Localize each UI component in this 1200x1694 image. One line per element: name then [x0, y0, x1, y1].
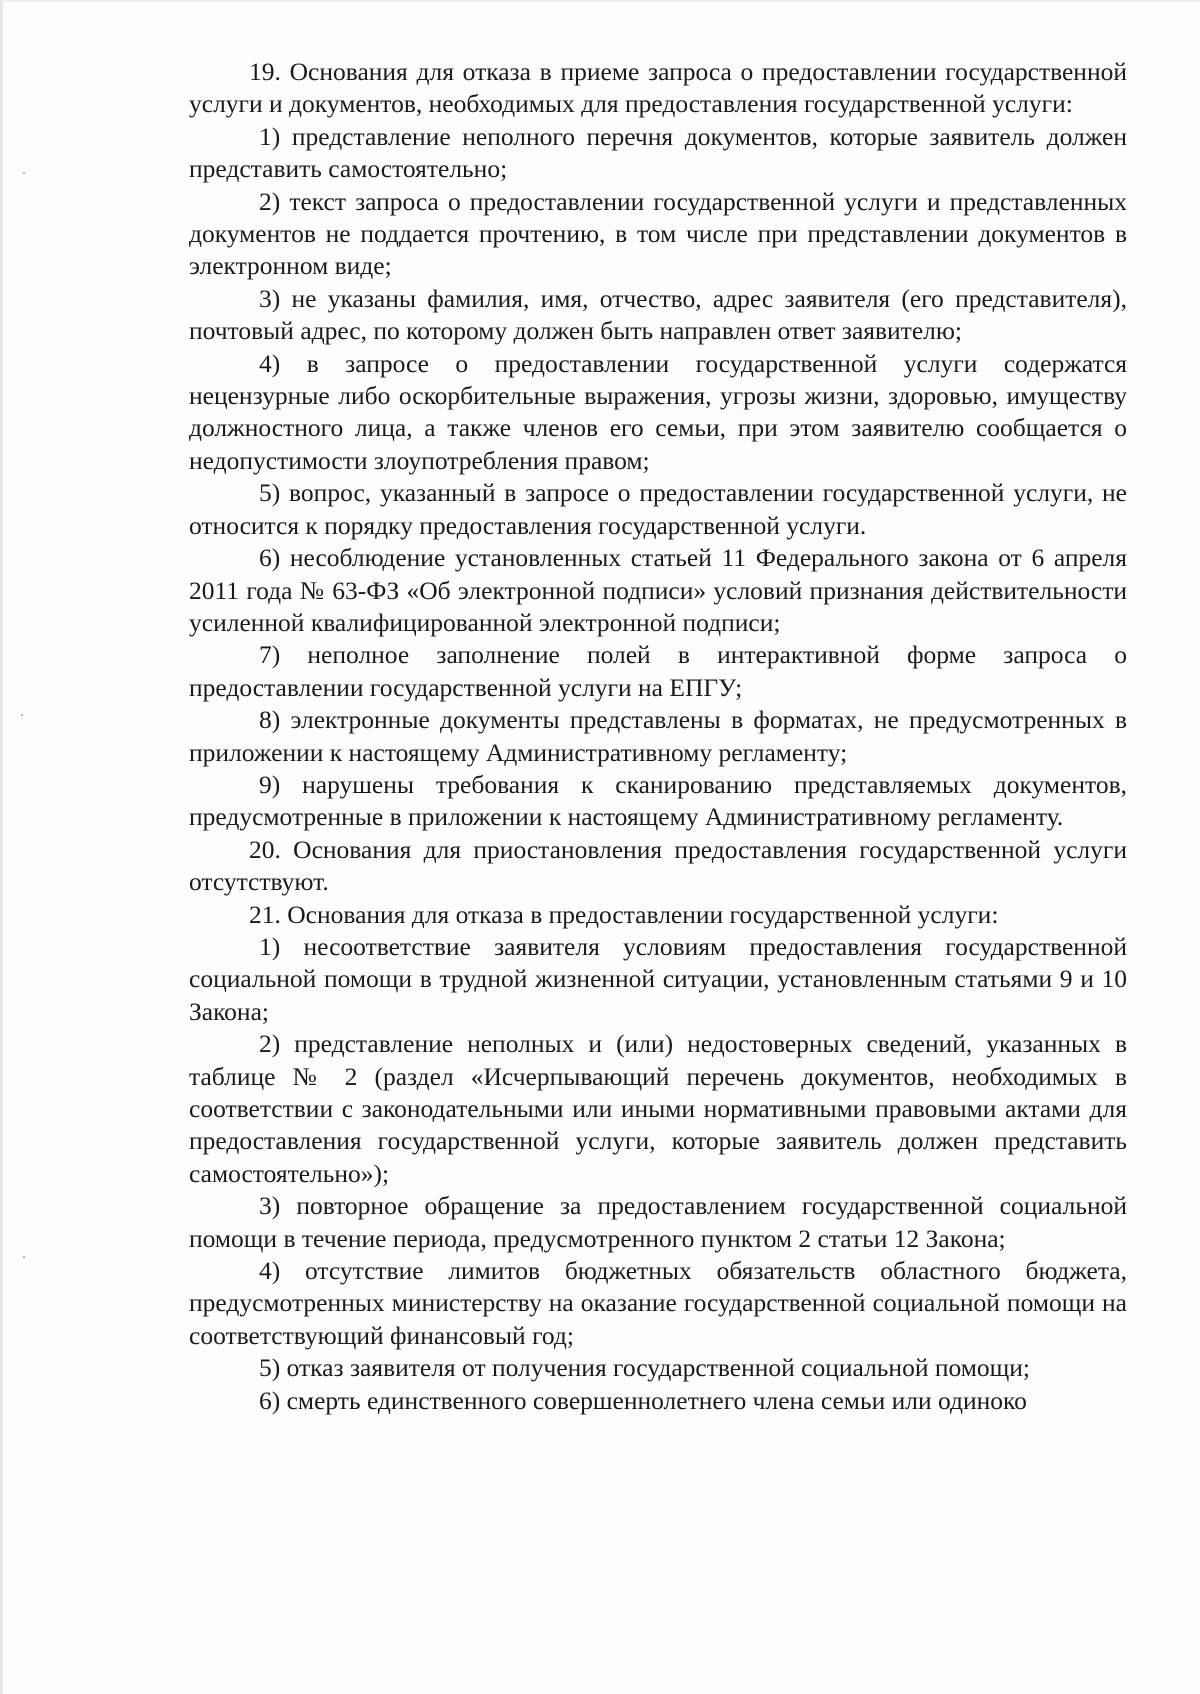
section-19-item-7: 7) неполное заполнение полей в интерактивной форме запроса о предоставлении государственной услуги на ЕПГУ;: [189, 640, 1127, 702]
section-21-item-1: 1) несоответствие заявителя условиям предоставления государственной социальной помощи в трудной жизненной ситуации, установленным статьями 9 и 10 Закона;: [189, 931, 1127, 1026]
section-19-item-9: 9) нарушены требования к сканированию представляемых документов, предусмотренные в приложении к настоящему Административному регламенту.: [189, 769, 1127, 832]
section-19-heading: 19. Основания для отказа в приеме запроса о предоставлении государственной услуги и документов, необходимых для предоставления государственной услуги:: [189, 57, 1127, 119]
section-19-item-1: 1) представление неполного перечня документов, которые заявитель должен представить самостоятельно;: [189, 121, 1127, 184]
section-19-item-6: 6) несоблюдение установленных статьей 11 Федерального закона от 6 апреля 2011 года № 63-ФЗ «Об электронной подписи» условий признания действительности усиленной квалифицированной электронной подписи;: [189, 543, 1127, 637]
section-19-item-8: 8) электронные документы представлены в форматах, не предусмотренных в приложении к настоящему Административному регламенту;: [189, 705, 1127, 767]
section-19-item-3: 3) не указаны фамилия, имя, отчество, адрес заявителя (его представителя), почтовый адрес, по которому должен быть направлен ответ заявителю;: [189, 283, 1127, 346]
section-19-item-4: 4) в запросе о предоставлении государственной услуги содержатся нецензурные либо оскорбительные выражения, угрозы жизни, здоровью, имуществу должностного лица, а также членов его семьи, при этом заявителю сообщается о недопустимости злоупотребления правом;: [189, 348, 1127, 475]
scan-speck: [21, 714, 23, 716]
section-21-item-2: 2) представление неполных и (или) недостоверных сведений, указанных в таблице № 2 (раздел «Исчерпывающий перечень документов, необходимых в соответствии с законодательными или иными нормативными правовыми актами для предоставления государственной услуги, которые заявитель должен представить самостоятельно»);: [189, 1029, 1127, 1188]
section-21-item-5: 5) отказ заявителя от получения государственной социальной помощи;: [259, 1353, 1031, 1383]
section-21-item-3: 3) повторное обращение за предоставлением государственной социальной помощи в течение периода, предусмотренного пунктом 2 статьи 12 Закона;: [189, 1191, 1127, 1253]
section-21-heading: 21. Основания для отказа в предоставлении государственной услуги:: [249, 899, 999, 929]
scan-speck: [23, 172, 25, 174]
section-20-heading: 20. Основания для приостановления предоставления государственной услуги отсутствуют.: [189, 834, 1127, 897]
section-21-item-6: 6) смерть единственного совершеннолетнего члена семьи или одиноко: [259, 1385, 1027, 1415]
section-19-item-2: 2) текст запроса о предоставлении государственной услуги и представленных документов не поддается прочтению, в том числе при представлении документов в электронном виде;: [189, 186, 1127, 281]
section-21-item-4: 4) отсутствие лимитов бюджетных обязательств областного бюджета, предусмотренных министерству на оказание государственной социальной помощи на соответствующий финансовый год;: [189, 1256, 1127, 1350]
document-body: [189, 56, 1127, 1417]
scan-speck: [23, 1256, 25, 1258]
section-19-item-5: 5) вопрос, указанный в запросе о предоставлении государственной услуги, не относится к порядку предоставления государственной услуги.: [189, 478, 1127, 540]
